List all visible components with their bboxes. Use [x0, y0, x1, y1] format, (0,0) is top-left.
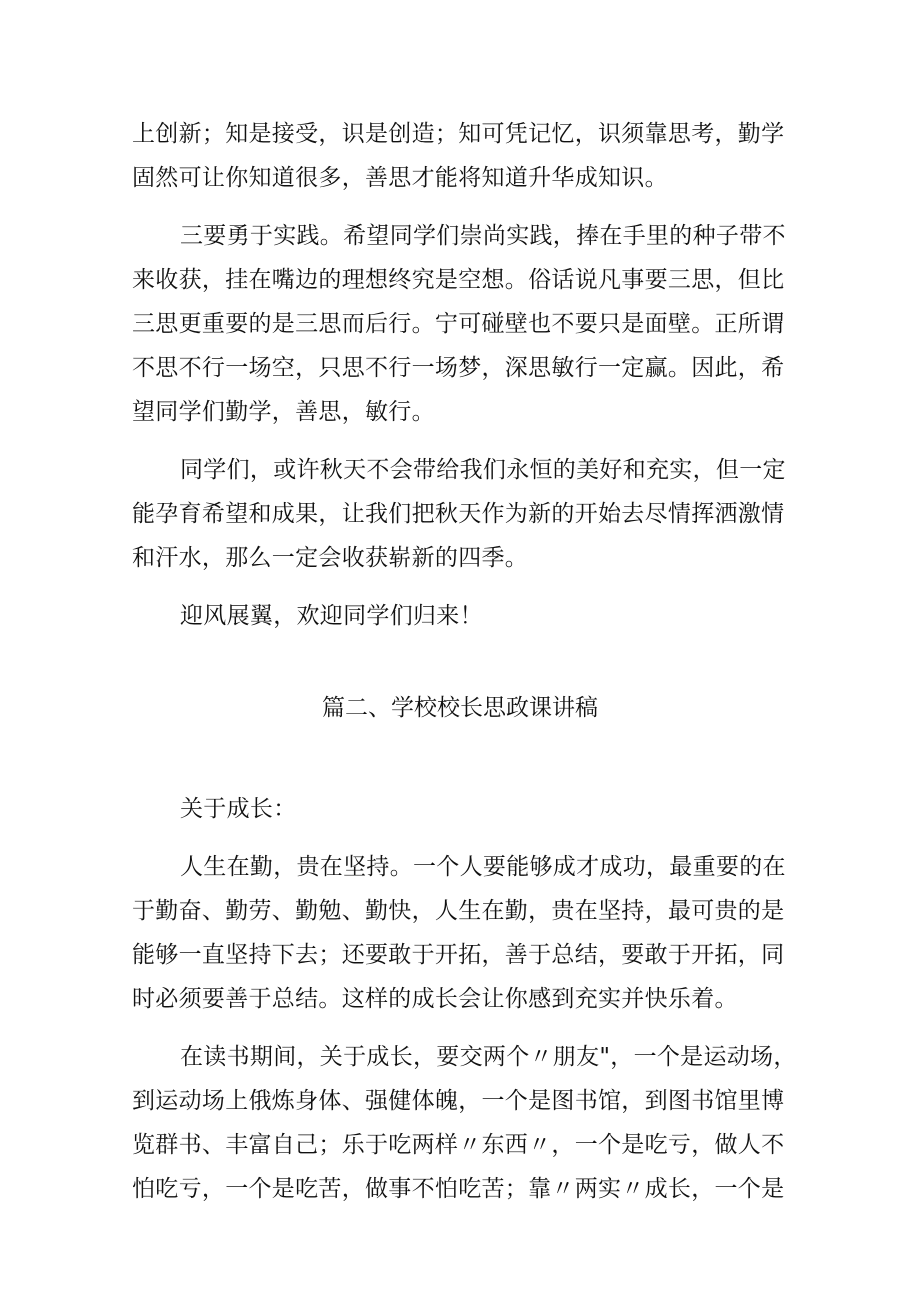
paragraph-2-line-4: 不思不行一场空，只思不行一场梦，深思敏行一定赢。因此，希: [132, 355, 785, 381]
paragraph-2-line-1: 三要勇于实践。希望同学们崇尚实践，捧在手里的种子带不: [180, 223, 786, 249]
paragraph-1-line-2: 固然可让你知道很多，善思才能将知道升华成知识。: [132, 165, 668, 191]
paragraph-2-line-5: 望同学们勤学，善思，敏行。: [132, 399, 435, 425]
paragraph-3-line-1: 同学们，或许秋天不会带给我们永恒的美好和充实，但一定: [180, 457, 786, 483]
paragraph-3-line-2: 能孕育希望和成果，让我们把秋天作为新的开始去尽情挥洒激情: [132, 501, 785, 527]
section2-paragraph-2-line-1: 人生在勤，贵在坚持。一个人要能够成才成功，最重要的在: [180, 854, 786, 880]
paragraph-2-line-2: 来收获，挂在嘴边的理想终究是空想。俗话说凡事要三思，但比: [132, 267, 785, 293]
section2-paragraph-2-line-2: 于勤奋、勤劳、勤勉、勤快，人生在勤，贵在坚持，最可贵的是: [132, 898, 785, 924]
section2-paragraph-1-line-1: 关于成长：: [180, 796, 297, 822]
section2-paragraph-2-line-4: 时必须要善于总结。这样的成长会让你感到充实并快乐着。: [132, 986, 738, 1012]
section2-paragraph-3-line-1: 在读书期间，关于成长，要交两个〃朋友"，一个是运动场，: [180, 1044, 797, 1070]
section2-paragraph-3-line-4: 怕吃亏，一个是吃苦，做事不怕吃苦；靠〃两实〃成长，一个是: [132, 1176, 785, 1202]
section2-paragraph-3-line-3: 览群书、丰富自己；乐于吃两样〃东西〃，一个是吃亏，做人不: [132, 1132, 785, 1158]
section-title: 篇二、学校校长思政课讲稿: [322, 695, 598, 721]
paragraph-1-line-1: 上创新；知是接受，识是创造；知可凭记忆，识须靠思考，勤学: [132, 121, 785, 147]
section2-paragraph-3-line-2: 到运动场上俄炼身体、强健体魄，一个是图书馆，到图书馆里博: [132, 1088, 785, 1114]
paragraph-3-line-3: 和汗水，那么一定会收获崭新的四季。: [132, 545, 529, 571]
paragraph-2-line-3: 三思更重要的是三思而后行。宁可碰壁也不要只是面壁。正所谓: [132, 311, 785, 337]
paragraph-4-line-1: 迎风展翼，欢迎同学们归来！: [180, 603, 483, 629]
section2-paragraph-2-line-3: 能够一直坚持下去；还要敢于开拓，善于总结，要敢于开拓，同: [132, 942, 785, 968]
